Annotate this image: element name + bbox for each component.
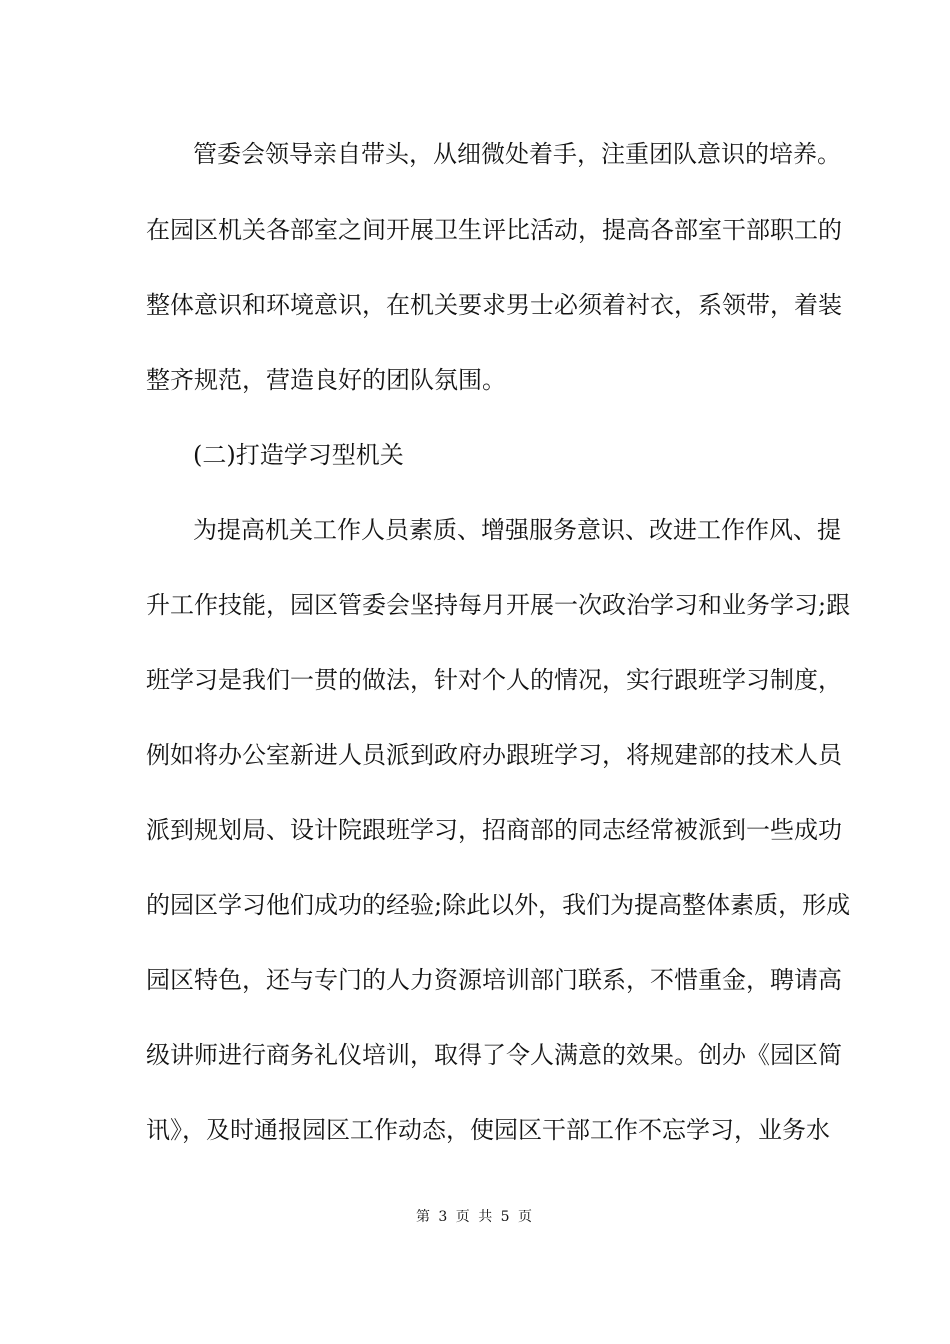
paragraph-2-line-2: 升工作技能，园区管委会坚持每月开展一次政治学习和业务学习;跟 <box>146 591 851 619</box>
paragraph-2-line-4: 例如将办公室新进人员派到政府办跟班学习，将规建部的技术人员 <box>146 741 842 769</box>
paragraph-1-line-4: 整齐规范，营造良好的团队氛围。 <box>146 366 506 394</box>
paragraph-2-line-5: 派到规划局、设计院跟班学习，招商部的同志经常被派到一些成功 <box>146 816 842 844</box>
paragraph-2-line-1: 为提高机关工作人员素质、增强服务意识、改进工作作风、提 <box>193 516 841 544</box>
paragraph-2-line-3: 班学习是我们一贯的做法，针对个人的情况，实行跟班学习制度， <box>146 666 842 694</box>
paragraph-2-line-8: 级讲师进行商务礼仪培训，取得了令人满意的效果。创办《园区简 <box>146 1041 842 1069</box>
paragraph-2-line-6: 的园区学习他们成功的经验;除此以外，我们为提高整体素质，形成 <box>146 891 851 919</box>
paragraph-1-line-2: 在园区机关各部室之间开展卫生评比活动，提高各部室干部职工的 <box>146 216 842 244</box>
paragraph-2-line-9: 讯》，及时通报园区工作动态，使园区干部工作不忘学习，业务水 <box>146 1116 830 1144</box>
page-number-footer: 第 3 页 共 5 页 <box>415 1209 535 1225</box>
section-heading: (二)打造学习型机关 <box>193 441 404 469</box>
paragraph-1-line-3: 整体意识和环境意识，在机关要求男士必须着衬衣，系领带，着装 <box>146 291 842 319</box>
paragraph-2-line-7: 园区特色，还与专门的人力资源培训部门联系，不惜重金，聘请高 <box>146 966 842 994</box>
paragraph-1-line-1: 管委会领导亲自带头，从细微处着手，注重团队意识的培养。 <box>193 140 841 168</box>
